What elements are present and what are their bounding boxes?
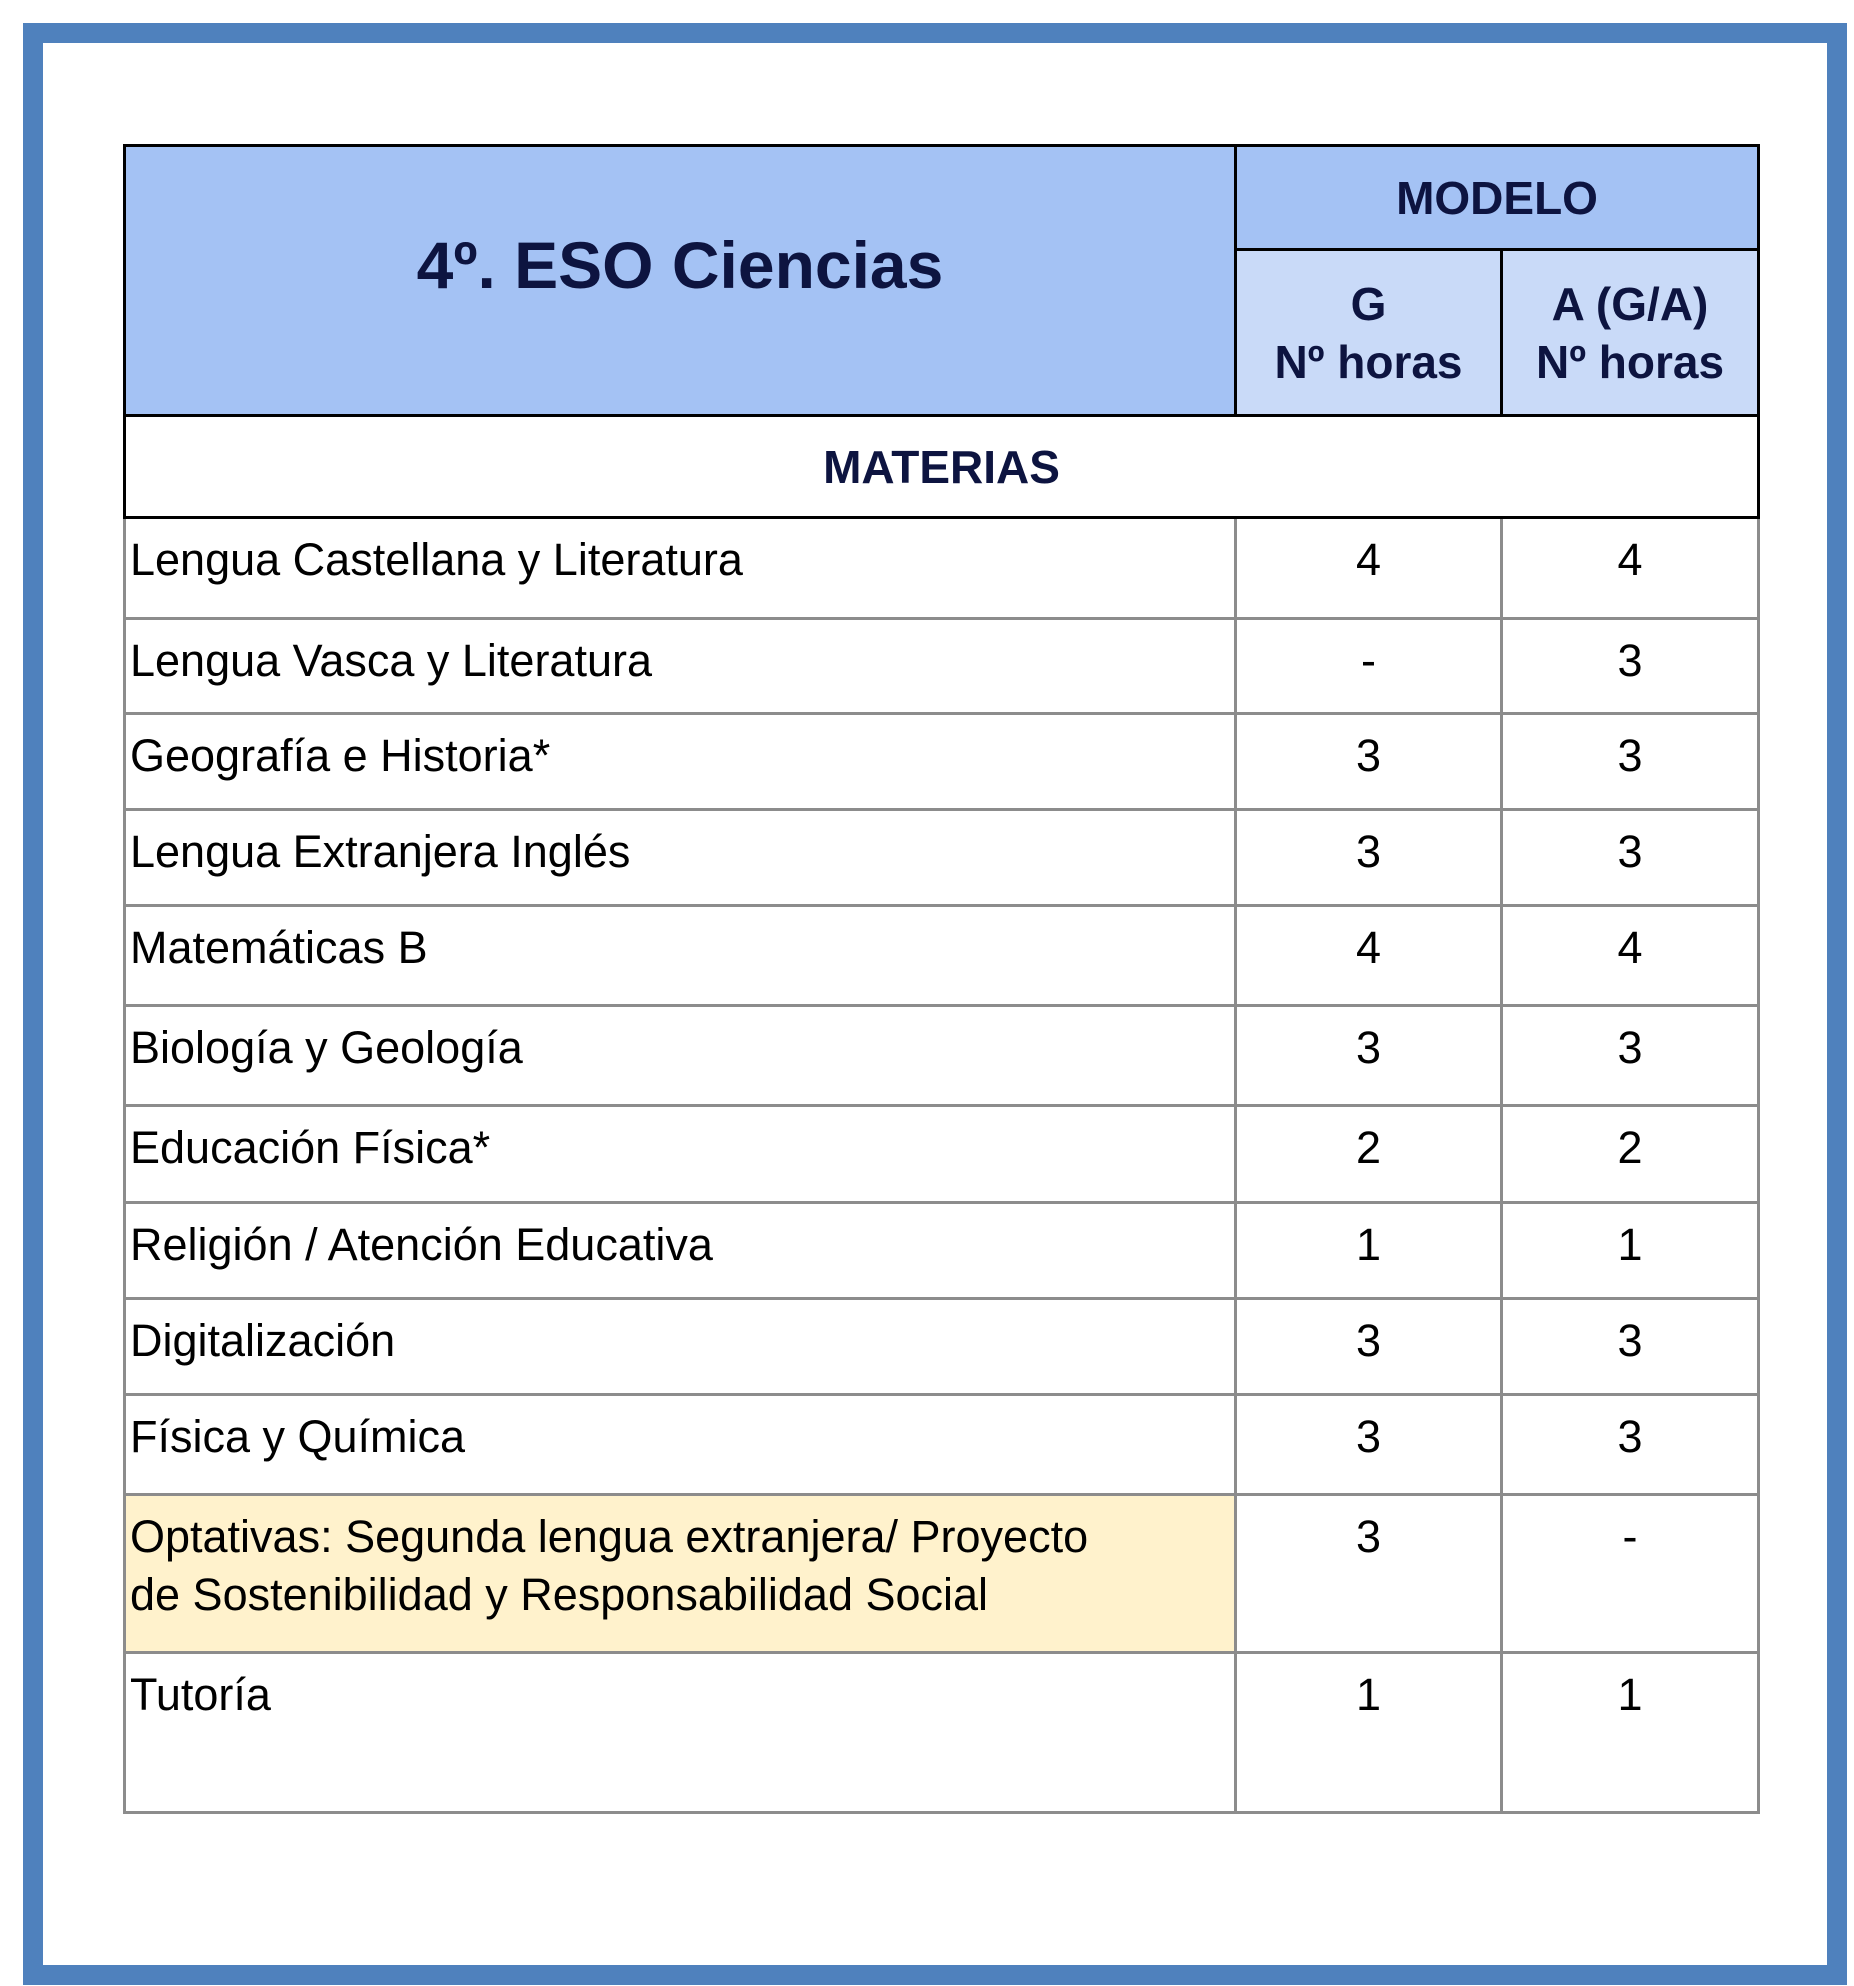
table-title: 4º. ESO Ciencias bbox=[125, 146, 1236, 416]
column-header-g-code: G bbox=[1350, 277, 1387, 330]
table-row bbox=[125, 906, 1759, 1006]
subject-cell: Religión / Atención Educativa bbox=[125, 1202, 1236, 1298]
hours-a-cell: - bbox=[1502, 1494, 1759, 1652]
materias-section-header: MATERIAS bbox=[125, 416, 1759, 518]
hours-g-cell: 3 bbox=[1236, 1394, 1502, 1494]
subject-cell: Geografía e Historia* bbox=[125, 714, 1236, 810]
hours-g-cell: 4 bbox=[1236, 518, 1502, 619]
subject-cell: Biología y Geología bbox=[125, 1006, 1236, 1106]
subject-line: de Sostenibilidad y Responsabilidad Social bbox=[130, 1568, 989, 1620]
table-row bbox=[125, 1298, 1759, 1394]
table-row bbox=[125, 1006, 1759, 1106]
table-row-optativas bbox=[125, 1494, 1759, 1652]
hours-g-cell: 2 bbox=[1236, 1106, 1502, 1202]
hours-g-cell: 3 bbox=[1236, 1006, 1502, 1106]
table-row bbox=[125, 714, 1759, 810]
hours-g-cell: 4 bbox=[1236, 906, 1502, 1006]
hours-a-cell: 4 bbox=[1502, 906, 1759, 1006]
table-row bbox=[125, 1394, 1759, 1494]
column-header-g-label: Nº horas bbox=[1274, 335, 1463, 388]
hours-a-cell: 3 bbox=[1502, 714, 1759, 810]
subject-cell: Educación Física* bbox=[125, 1106, 1236, 1202]
column-header-a-code: A (G/A) bbox=[1551, 277, 1709, 330]
table-row bbox=[125, 1106, 1759, 1202]
subject-cell: Lengua Extranjera Inglés bbox=[125, 810, 1236, 906]
hours-a-cell: 1 bbox=[1502, 1652, 1759, 1812]
hours-g-cell: 3 bbox=[1236, 1298, 1502, 1394]
hours-a-cell: 2 bbox=[1502, 1106, 1759, 1202]
modelo-header: MODELO bbox=[1236, 146, 1759, 250]
hours-g-cell: - bbox=[1236, 619, 1502, 714]
subject-cell: Lengua Castellana y Literatura bbox=[125, 518, 1236, 619]
hours-g-cell: 1 bbox=[1236, 1202, 1502, 1298]
column-header-g bbox=[1236, 250, 1502, 416]
table-row bbox=[125, 518, 1759, 619]
subject-line: Optativas: Segunda lengua extranjera/ Proyecto bbox=[130, 1510, 1089, 1562]
schedule-table bbox=[123, 144, 1760, 1814]
column-header-a-label: Nº horas bbox=[1535, 335, 1725, 388]
table-row bbox=[125, 1202, 1759, 1298]
hours-g-cell: 3 bbox=[1236, 1494, 1502, 1652]
hours-a-cell: 4 bbox=[1502, 518, 1759, 619]
subject-cell: Física y Química bbox=[125, 1394, 1236, 1494]
hours-g-cell: 3 bbox=[1236, 810, 1502, 906]
hours-a-cell: 3 bbox=[1502, 1006, 1759, 1106]
subject-cell: Digitalización bbox=[125, 1298, 1236, 1394]
hours-g-cell: 1 bbox=[1236, 1652, 1502, 1812]
subject-cell: Lengua Vasca y Literatura bbox=[125, 619, 1236, 714]
table-row bbox=[125, 619, 1759, 714]
subject-cell: Tutoría bbox=[125, 1652, 1236, 1812]
subject-cell-optativas bbox=[125, 1494, 1236, 1652]
hours-a-cell: 3 bbox=[1502, 810, 1759, 906]
hours-g-cell: 3 bbox=[1236, 714, 1502, 810]
column-header-a bbox=[1502, 250, 1759, 416]
table-row bbox=[125, 810, 1759, 906]
hours-a-cell: 3 bbox=[1502, 1298, 1759, 1394]
subject-cell: Matemáticas B bbox=[125, 906, 1236, 1006]
hours-a-cell: 3 bbox=[1502, 619, 1759, 714]
hours-a-cell: 3 bbox=[1502, 1394, 1759, 1494]
table-row bbox=[125, 1652, 1759, 1812]
hours-a-cell: 1 bbox=[1502, 1202, 1759, 1298]
